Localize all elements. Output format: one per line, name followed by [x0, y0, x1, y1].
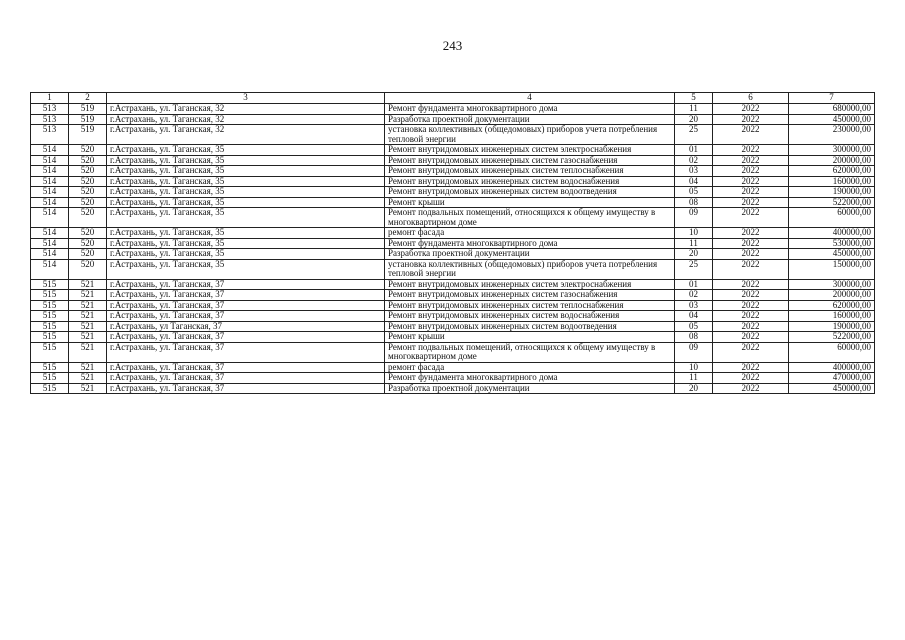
year-cell: 2022	[713, 125, 789, 145]
address-cell: г.Астрахань, ул. Таганская, 35	[107, 249, 385, 260]
work-type-cell: Ремонт внутридомовых инженерных систем теплоснабжения	[385, 300, 675, 311]
year-cell: 2022	[713, 383, 789, 394]
house-id-cell: 521	[69, 300, 107, 311]
work-code-cell: 09	[675, 208, 713, 228]
row-number-cell: 514	[31, 238, 69, 249]
column-number: 5	[675, 93, 713, 104]
year-cell: 2022	[713, 342, 789, 362]
row-number-cell: 514	[31, 249, 69, 260]
year-cell: 2022	[713, 114, 789, 125]
row-number-cell: 515	[31, 332, 69, 343]
work-type-cell: Ремонт фундамента многоквартирного дома	[385, 373, 675, 384]
table-row	[31, 259, 875, 279]
cost-cell: 60000,00	[789, 342, 875, 362]
table-row	[31, 279, 875, 290]
address-cell: г.Астрахань, ул. Таганская, 35	[107, 187, 385, 198]
cost-cell: 450000,00	[789, 249, 875, 260]
work-type-cell: Ремонт подвальных помещений, относящихся к общему имуществу в многоквартирном доме	[385, 208, 675, 228]
year-cell: 2022	[713, 373, 789, 384]
work-code-cell: 01	[675, 145, 713, 156]
address-cell: г.Астрахань, ул. Таганская, 35	[107, 228, 385, 239]
address-cell: г.Астрахань, ул Таганская, 37	[107, 321, 385, 332]
column-number: 4	[385, 93, 675, 104]
house-id-cell: 519	[69, 114, 107, 125]
cost-cell: 680000,00	[789, 104, 875, 115]
table-row	[31, 228, 875, 239]
table-row	[31, 342, 875, 362]
table-row	[31, 104, 875, 115]
row-number-cell: 515	[31, 311, 69, 322]
row-number-cell: 514	[31, 259, 69, 279]
work-code-cell: 02	[675, 290, 713, 301]
work-type-cell: Ремонт внутридомовых инженерных систем электроснабжения	[385, 279, 675, 290]
row-number-cell: 513	[31, 104, 69, 115]
year-cell: 2022	[713, 166, 789, 177]
address-cell: г.Астрахань, ул. Таганская, 37	[107, 383, 385, 394]
table-row	[31, 166, 875, 177]
address-cell: г.Астрахань, ул. Таганская, 37	[107, 373, 385, 384]
house-id-cell: 520	[69, 228, 107, 239]
work-code-cell: 01	[675, 279, 713, 290]
year-cell: 2022	[713, 145, 789, 156]
table-row	[31, 187, 875, 198]
house-id-cell: 520	[69, 155, 107, 166]
table-row	[31, 383, 875, 394]
work-code-cell: 03	[675, 166, 713, 177]
cost-cell: 190000,00	[789, 321, 875, 332]
work-type-cell: Ремонт подвальных помещений, относящихся к общему имуществу в многоквартирном доме	[385, 342, 675, 362]
work-code-cell: 11	[675, 238, 713, 249]
year-cell: 2022	[713, 197, 789, 208]
work-code-cell: 05	[675, 321, 713, 332]
year-cell: 2022	[713, 187, 789, 198]
year-cell: 2022	[713, 249, 789, 260]
house-id-cell: 520	[69, 208, 107, 228]
cost-cell: 190000,00	[789, 187, 875, 198]
row-number-cell: 514	[31, 145, 69, 156]
work-type-cell: установка коллективных (общедомовых) приборов учета потребления тепловой энергии	[385, 125, 675, 145]
house-id-cell: 520	[69, 197, 107, 208]
work-type-cell: Ремонт внутридомовых инженерных систем электроснабжения	[385, 145, 675, 156]
work-type-cell: ремонт фасада	[385, 362, 675, 373]
work-code-cell: 02	[675, 155, 713, 166]
house-id-cell: 519	[69, 104, 107, 115]
work-code-cell: 25	[675, 125, 713, 145]
address-cell: г.Астрахань, ул. Таганская, 35	[107, 208, 385, 228]
page-number: 243	[442, 38, 463, 53]
house-id-cell: 520	[69, 145, 107, 156]
cost-cell: 522000,00	[789, 332, 875, 343]
work-code-cell: 05	[675, 187, 713, 198]
house-id-cell: 520	[69, 238, 107, 249]
year-cell: 2022	[713, 155, 789, 166]
cost-cell: 522000,00	[789, 197, 875, 208]
house-id-cell: 521	[69, 332, 107, 343]
work-type-cell: Ремонт внутридомовых инженерных систем газоснабжения	[385, 290, 675, 301]
table-row	[31, 321, 875, 332]
row-number-cell: 514	[31, 155, 69, 166]
row-number-cell: 514	[31, 228, 69, 239]
year-cell: 2022	[713, 300, 789, 311]
row-number-cell: 515	[31, 383, 69, 394]
work-type-cell: Ремонт внутридомовых инженерных систем водоснабжения	[385, 311, 675, 322]
table-row	[31, 373, 875, 384]
work-code-cell: 08	[675, 332, 713, 343]
work-type-cell: Разработка проектной документации	[385, 383, 675, 394]
cost-cell: 450000,00	[789, 114, 875, 125]
address-cell: г.Астрахань, ул. Таганская, 37	[107, 279, 385, 290]
year-cell: 2022	[713, 311, 789, 322]
address-cell: г.Астрахань, ул. Таганская, 37	[107, 290, 385, 301]
table-row	[31, 145, 875, 156]
table-row	[31, 176, 875, 187]
house-id-cell: 520	[69, 187, 107, 198]
address-cell: г.Астрахань, ул. Таганская, 32	[107, 125, 385, 145]
house-id-cell: 521	[69, 373, 107, 384]
column-number: 6	[713, 93, 789, 104]
address-cell: г.Астрахань, ул. Таганская, 35	[107, 259, 385, 279]
house-id-cell: 521	[69, 383, 107, 394]
work-type-cell: Разработка проектной документации	[385, 114, 675, 125]
cost-cell: 150000,00	[789, 259, 875, 279]
cost-cell: 400000,00	[789, 228, 875, 239]
row-number-cell: 514	[31, 166, 69, 177]
row-number-cell: 513	[31, 125, 69, 145]
row-number-cell: 514	[31, 187, 69, 198]
column-number: 7	[789, 93, 875, 104]
cost-cell: 620000,00	[789, 300, 875, 311]
cost-cell: 530000,00	[789, 238, 875, 249]
row-number-cell: 515	[31, 300, 69, 311]
work-type-cell: Ремонт фундамента многоквартирного дома	[385, 104, 675, 115]
work-code-cell: 04	[675, 311, 713, 322]
address-cell: г.Астрахань, ул. Таганская, 37	[107, 342, 385, 362]
house-id-cell: 521	[69, 342, 107, 362]
house-id-cell: 521	[69, 362, 107, 373]
year-cell: 2022	[713, 208, 789, 228]
row-number-cell: 513	[31, 114, 69, 125]
cost-cell: 230000,00	[789, 125, 875, 145]
work-type-cell: Ремонт крыши	[385, 332, 675, 343]
table-row	[31, 300, 875, 311]
column-number-row	[31, 93, 875, 104]
cost-cell: 620000,00	[789, 166, 875, 177]
year-cell: 2022	[713, 176, 789, 187]
work-code-cell: 20	[675, 114, 713, 125]
year-cell: 2022	[713, 228, 789, 239]
cost-cell: 400000,00	[789, 362, 875, 373]
cost-cell: 160000,00	[789, 176, 875, 187]
cost-cell: 470000,00	[789, 373, 875, 384]
table-row	[31, 114, 875, 125]
work-type-cell: Ремонт внутридомовых инженерных систем водоотведения	[385, 321, 675, 332]
work-code-cell: 11	[675, 373, 713, 384]
work-code-cell: 11	[675, 104, 713, 115]
table-row	[31, 332, 875, 343]
work-code-cell: 04	[675, 176, 713, 187]
table-row	[31, 362, 875, 373]
work-type-cell: Ремонт фундамента многоквартирного дома	[385, 238, 675, 249]
column-number: 1	[31, 93, 69, 104]
repair-schedule-table	[30, 92, 875, 394]
year-cell: 2022	[713, 290, 789, 301]
work-type-cell: Разработка проектной документации	[385, 249, 675, 260]
table-row	[31, 249, 875, 260]
cost-cell: 200000,00	[789, 155, 875, 166]
row-number-cell: 514	[31, 208, 69, 228]
cost-cell: 200000,00	[789, 290, 875, 301]
house-id-cell: 520	[69, 166, 107, 177]
table-row	[31, 238, 875, 249]
table-row	[31, 125, 875, 145]
row-number-cell: 515	[31, 290, 69, 301]
column-number: 2	[69, 93, 107, 104]
address-cell: г.Астрахань, ул. Таганская, 37	[107, 362, 385, 373]
table-row	[31, 208, 875, 228]
table-row	[31, 155, 875, 166]
table-row	[31, 197, 875, 208]
work-type-cell: установка коллективных (общедомовых) приборов учета потребления тепловой энергии	[385, 259, 675, 279]
year-cell: 2022	[713, 362, 789, 373]
house-id-cell: 519	[69, 125, 107, 145]
house-id-cell: 520	[69, 176, 107, 187]
work-type-cell: Ремонт внутридомовых инженерных систем теплоснабжения	[385, 166, 675, 177]
work-code-cell: 10	[675, 362, 713, 373]
address-cell: г.Астрахань, ул. Таганская, 37	[107, 311, 385, 322]
work-type-cell: Ремонт внутридомовых инженерных систем водоснабжения	[385, 176, 675, 187]
address-cell: г.Астрахань, ул. Таганская, 32	[107, 104, 385, 115]
address-cell: г.Астрахань, ул. Таганская, 35	[107, 238, 385, 249]
address-cell: г.Астрахань, ул. Таганская, 35	[107, 197, 385, 208]
work-type-cell: ремонт фасада	[385, 228, 675, 239]
year-cell: 2022	[713, 332, 789, 343]
work-code-cell: 20	[675, 249, 713, 260]
address-cell: г.Астрахань, ул. Таганская, 37	[107, 300, 385, 311]
house-id-cell: 521	[69, 279, 107, 290]
row-number-cell: 515	[31, 321, 69, 332]
work-code-cell: 10	[675, 228, 713, 239]
row-number-cell: 515	[31, 342, 69, 362]
year-cell: 2022	[713, 104, 789, 115]
house-id-cell: 520	[69, 259, 107, 279]
row-number-cell: 515	[31, 279, 69, 290]
cost-cell: 300000,00	[789, 279, 875, 290]
column-number: 3	[107, 93, 385, 104]
work-type-cell: Ремонт крыши	[385, 197, 675, 208]
house-id-cell: 521	[69, 321, 107, 332]
cost-cell: 60000,00	[789, 208, 875, 228]
house-id-cell: 520	[69, 249, 107, 260]
year-cell: 2022	[713, 279, 789, 290]
work-code-cell: 03	[675, 300, 713, 311]
house-id-cell: 521	[69, 311, 107, 322]
work-code-cell: 25	[675, 259, 713, 279]
address-cell: г.Астрахань, ул. Таганская, 35	[107, 176, 385, 187]
work-type-cell: Ремонт внутридомовых инженерных систем водоотведения	[385, 187, 675, 198]
table-row	[31, 290, 875, 301]
work-code-cell: 20	[675, 383, 713, 394]
table-row	[31, 311, 875, 322]
work-code-cell: 09	[675, 342, 713, 362]
row-number-cell: 515	[31, 373, 69, 384]
work-type-cell: Ремонт внутридомовых инженерных систем газоснабжения	[385, 155, 675, 166]
address-cell: г.Астрахань, ул. Таганская, 35	[107, 155, 385, 166]
address-cell: г.Астрахань, ул. Таганская, 32	[107, 114, 385, 125]
row-number-cell: 514	[31, 176, 69, 187]
cost-cell: 450000,00	[789, 383, 875, 394]
row-number-cell: 514	[31, 197, 69, 208]
house-id-cell: 521	[69, 290, 107, 301]
year-cell: 2022	[713, 238, 789, 249]
address-cell: г.Астрахань, ул. Таганская, 35	[107, 145, 385, 156]
cost-cell: 160000,00	[789, 311, 875, 322]
work-code-cell: 08	[675, 197, 713, 208]
row-number-cell: 515	[31, 362, 69, 373]
year-cell: 2022	[713, 321, 789, 332]
cost-cell: 300000,00	[789, 145, 875, 156]
address-cell: г.Астрахань, ул. Таганская, 37	[107, 332, 385, 343]
address-cell: г.Астрахань, ул. Таганская, 35	[107, 166, 385, 177]
year-cell: 2022	[713, 259, 789, 279]
